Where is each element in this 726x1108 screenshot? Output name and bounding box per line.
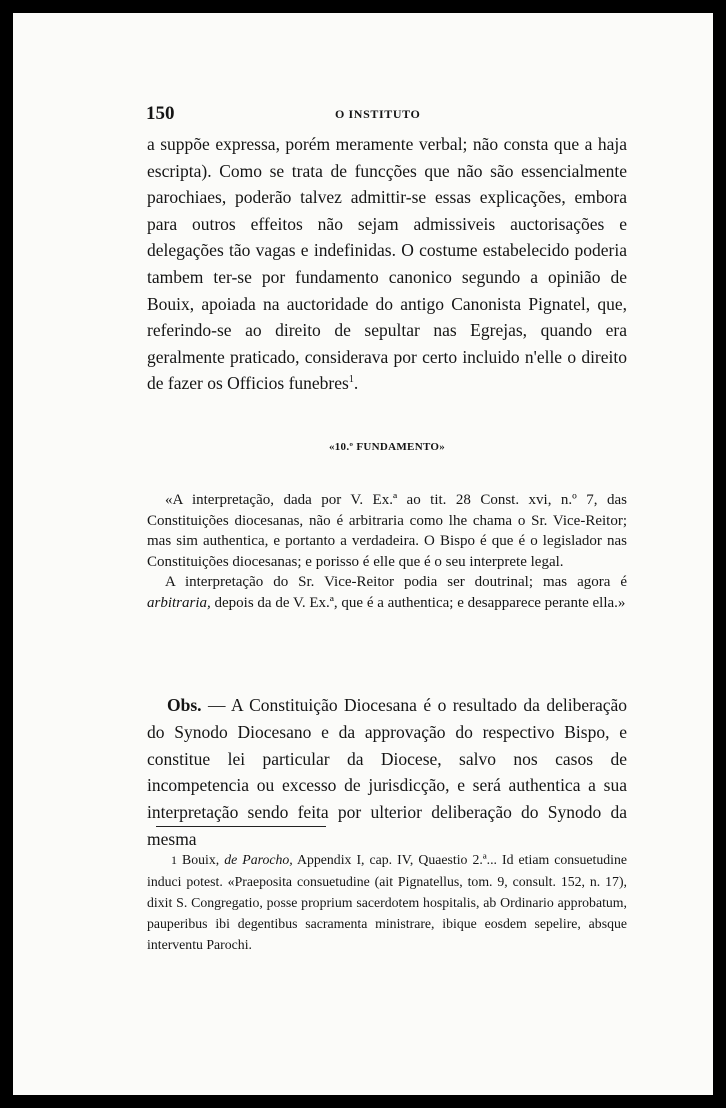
observation-paragraph — [147, 692, 627, 853]
quote-paragraph-1: «A interpretação, dada por V. Ex.ª ao tit. 28 Const. xvi, n.º 7, das Constituições diocesanas, não é arbitraria como lhe chama o Sr. Vice-Reitor; mas sim authentica, e portanto a verdadeira. O Bispo é que é o legislador nas Constituições diocesanas; e porisso é elle que é o seu interprete legal. — [147, 492, 627, 570]
footnote-marker: 1 — [348, 374, 354, 386]
page-number: 150 — [146, 103, 175, 124]
obs-label: Obs. — [167, 695, 202, 715]
quote-paragraph-2 — [147, 572, 627, 613]
book-page — [13, 13, 713, 1095]
quote-p2-italic: arbitraria, — [147, 594, 211, 611]
section-heading: «10.º FUNDAMENTO» — [328, 441, 446, 453]
quoted-block — [147, 490, 627, 613]
footnote-number: 1 — [171, 853, 177, 867]
footnote-author: Bouix, — [182, 852, 220, 867]
page-header — [146, 103, 626, 123]
obs-text: — A Constituição Diocesana é o resultado da deliberação do Synodo Diocesano e da approvação do respectivo Bispo, e constitue lei particular da Diocese, salvo nos casos de incompetencia ou excesso de jurisdicção, e será authentica a sua interpretação sendo feita por ulterior deliberação do Synodo da mesma — [147, 695, 628, 849]
body-paragraph-text: a suppõe expressa, porém meramente verbal; não consta que a haja escripta). Como se trata de funcções que não são essencialmente parochiaes, poderão talvez admittir-se essas explicações, embora para outros effeitos não sejam admissiveis auctorisações e delegações tão vagas e indefinidas. O costume estabelecido poderia tambem ter-se por fundamento canonico segundo a opinião de Bouix, apoiada na auctoridade do antigo Canonista Pignatel, que, referindo-se ao direito de sepultar nas Egrejas, quando era geralmente praticado, considerava por certo incluido n'elle o direito de fazer os Officios funebres — [147, 134, 627, 394]
footnote-divider — [156, 826, 326, 827]
footnote-text: Appendix I, cap. IV, Quaestio 2.ª... Id etiam consuetudine induci potest. «Praeposita consuetudine (ait Pignatellus, tom. 9, consult. 152, n. 17), dixit S. Congregatio, posse proprium sacerdotem hospitalis, ab Ordinario approbatum, pauperibus ibi degentibus sacramenta ministrare, ibique eosdem sepelire, absque interventu Parochi. — [147, 852, 627, 952]
quote-p2-end: depois da de V. Ex.ª, que é a authentica; e desapparece perante ella.» — [214, 594, 626, 611]
body-paragraph — [147, 131, 627, 397]
running-title: O INSTITUTO — [335, 107, 421, 121]
quote-p2-start: A interpretação do Sr. Vice-Reitor podia ser doutrinal; mas agora é — [165, 574, 627, 590]
footnote-work: de Parocho, — [224, 852, 293, 867]
body-paragraph-end: . — [353, 373, 359, 394]
footnote — [147, 849, 627, 955]
